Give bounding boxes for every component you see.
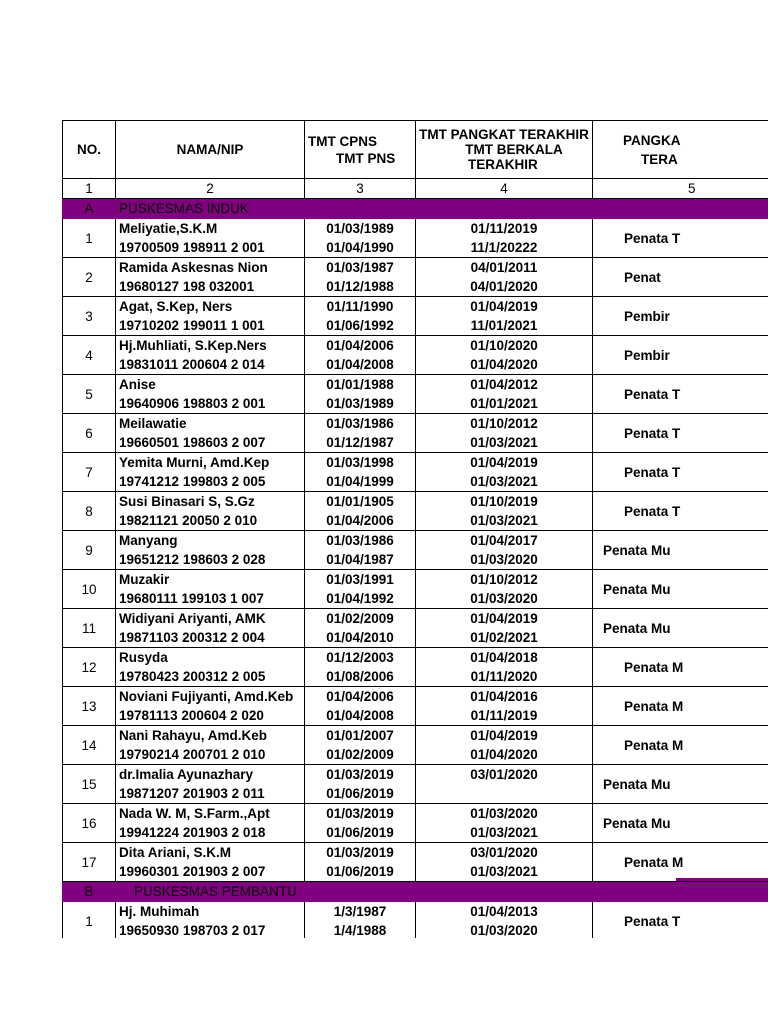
tmt-pangkat-berkala-cell xyxy=(416,843,593,882)
header-nama-nip: NAMA/NIP xyxy=(116,121,305,179)
tmt-pangkat-date: 01/04/2018 xyxy=(470,650,538,665)
employee-name: Noviani Fujiyanti, Amd.Keb xyxy=(119,689,294,704)
table-row xyxy=(63,297,768,336)
tmt-pangkat-berkala-cell xyxy=(416,219,593,258)
tmt-cpns-pns-cell xyxy=(305,258,416,297)
tmt-berkala-date: 01/11/2019 xyxy=(470,708,538,723)
tmt-berkala-date: 01/04/2020 xyxy=(470,357,538,372)
tmt-pangkat-date: 03/01/2020 xyxy=(470,767,538,782)
row-number: 3 xyxy=(63,297,116,336)
tmt-pns-date: 01/04/1992 xyxy=(326,591,394,606)
pangkat-cell: Penata Mu xyxy=(593,531,768,570)
tmt-cpns-pns-cell xyxy=(305,219,416,258)
tmt-pangkat-date: 01/11/2019 xyxy=(470,221,538,236)
table-row xyxy=(63,336,768,375)
tmt-pangkat-berkala-cell xyxy=(416,297,593,336)
pangkat-cell: Penata T xyxy=(593,492,768,531)
employee-name: Widiyani Ariyanti, AMK xyxy=(119,611,266,626)
pangkat-cell: Pembir xyxy=(593,297,768,336)
tmt-berkala-date: 01/03/2020 xyxy=(470,923,538,938)
tmt-pns-date: 01/08/2006 xyxy=(326,669,394,684)
pangkat-cell: Penata Mu xyxy=(593,609,768,648)
row-number: 10 xyxy=(63,570,116,609)
name-nip-cell xyxy=(116,687,305,726)
tmt-cpns-date: 01/03/1986 xyxy=(326,533,394,548)
employee-nip: 19700509 198911 2 001 xyxy=(119,240,265,255)
tmt-cpns-pns-cell xyxy=(305,336,416,375)
tmt-cpns-pns-cell xyxy=(305,570,416,609)
employee-nip: 19941224 201903 2 018 xyxy=(119,825,266,840)
employee-nip: 19780423 200312 2 005 xyxy=(119,669,266,684)
name-nip-cell xyxy=(116,414,305,453)
table-row xyxy=(63,219,768,258)
pangkat-cell: Penat xyxy=(593,258,768,297)
tmt-pns-date: 01/04/2010 xyxy=(326,630,394,645)
tmt-pns-date: 01/04/2006 xyxy=(326,513,394,528)
tmt-pangkat-date: 01/10/2019 xyxy=(470,494,538,509)
employee-nip: 19790214 200701 2 010 xyxy=(119,747,266,762)
employee-name: Muzakir xyxy=(119,572,170,587)
table-row xyxy=(63,902,768,939)
tmt-cpns-pns-cell xyxy=(305,902,416,939)
tmt-cpns-date: 01/01/1905 xyxy=(326,494,394,509)
tmt-berkala-date: 01/03/2021 xyxy=(470,864,538,879)
tmt-pns-date: 01/02/2009 xyxy=(326,747,394,762)
tmt-pns-date: 01/03/1989 xyxy=(326,396,394,411)
employee-nip: 19660501 198603 2 007 xyxy=(119,435,266,450)
pangkat-cell: Penata M xyxy=(593,687,768,726)
tmt-cpns-pns-cell xyxy=(305,375,416,414)
tmt-pns-date: 01/04/2008 xyxy=(326,708,394,723)
tmt-cpns-pns-cell xyxy=(305,492,416,531)
tmt-pangkat-berkala-cell xyxy=(416,453,593,492)
employee-name: Rusyda xyxy=(119,650,168,665)
table-row xyxy=(63,258,768,297)
row-number: 7 xyxy=(63,453,116,492)
tmt-pangkat-berkala-cell xyxy=(416,336,593,375)
section-empty-cell xyxy=(416,882,593,902)
employee-name: Agat, S.Kep, Ners xyxy=(119,299,233,314)
tmt-cpns-date: 1/3/1987 xyxy=(333,904,387,919)
tmt-cpns-pns-cell xyxy=(305,531,416,570)
name-nip-cell xyxy=(116,219,305,258)
row-number: 14 xyxy=(63,726,116,765)
employee-nip: 19871103 200312 2 004 xyxy=(119,630,265,645)
employee-name: Susi Binasari S, S.Gz xyxy=(119,494,255,509)
tmt-pangkat-date: 01/04/2017 xyxy=(470,533,538,548)
tmt-pns-date: 1/4/1988 xyxy=(333,923,387,938)
employee-table xyxy=(62,120,768,938)
column-number: 3 xyxy=(305,179,416,199)
table-row xyxy=(63,843,768,882)
tmt-pangkat-date: 03/01/2020 xyxy=(470,845,538,860)
employee-name: Hj.Muhliati, S.Kep.Ners xyxy=(119,338,267,353)
tmt-pangkat-berkala-cell xyxy=(416,492,593,531)
table-row xyxy=(63,570,768,609)
employee-nip: 19651212 198603 2 028 xyxy=(119,552,266,567)
name-nip-cell xyxy=(116,531,305,570)
column-number-row xyxy=(63,179,768,199)
column-number: 1 xyxy=(63,179,116,199)
pangkat-cell: Penata T xyxy=(593,375,768,414)
tmt-pangkat-berkala-cell xyxy=(416,375,593,414)
tmt-cpns-pns-cell xyxy=(305,687,416,726)
tmt-pangkat-date: 01/04/2019 xyxy=(470,728,538,743)
employee-name: Ramida Askesnas Nion xyxy=(119,260,268,275)
tmt-cpns-date: 01/03/1989 xyxy=(326,221,394,236)
tmt-pns-date: 01/04/1990 xyxy=(326,240,394,255)
tmt-cpns-date: 01/04/2006 xyxy=(326,689,394,704)
header-tmt-pangkat-berkala xyxy=(416,121,593,179)
pangkat-cell: Penata T xyxy=(593,414,768,453)
name-nip-cell xyxy=(116,902,305,939)
table-row xyxy=(63,375,768,414)
name-nip-cell xyxy=(116,843,305,882)
employee-name: Manyang xyxy=(119,533,178,548)
tmt-pangkat-berkala-cell xyxy=(416,531,593,570)
employee-nip: 19680127 198 032001 xyxy=(119,279,255,294)
table-row xyxy=(63,414,768,453)
pangkat-cell: Penata T xyxy=(593,902,768,939)
tmt-cpns-date: 01/12/2003 xyxy=(326,650,394,665)
tmt-pangkat-berkala-cell xyxy=(416,804,593,843)
tmt-cpns-date: 01/03/2019 xyxy=(326,806,394,821)
row-number: 1 xyxy=(63,902,116,939)
header-pangkat-line2: TERA xyxy=(641,151,678,167)
tmt-pns-date: 01/12/1988 xyxy=(326,279,394,294)
row-number: 9 xyxy=(63,531,116,570)
tmt-cpns-date: 01/01/1988 xyxy=(326,377,394,392)
name-nip-cell xyxy=(116,453,305,492)
tmt-cpns-pns-cell xyxy=(305,843,416,882)
tmt-pangkat-berkala-cell xyxy=(416,902,593,939)
tmt-cpns-pns-cell xyxy=(305,804,416,843)
row-number: 11 xyxy=(63,609,116,648)
tmt-pns-date: 01/06/2019 xyxy=(326,825,394,840)
table-row xyxy=(63,492,768,531)
name-nip-cell xyxy=(116,726,305,765)
table-row xyxy=(63,687,768,726)
tmt-berkala-date: 01/03/2020 xyxy=(470,591,538,606)
column-number: 2 xyxy=(116,179,305,199)
employee-name: dr.Imalia Ayunazhary xyxy=(119,767,254,782)
tmt-cpns-pns-cell xyxy=(305,648,416,687)
pangkat-cell: Pembir xyxy=(593,336,768,375)
name-nip-cell xyxy=(116,492,305,531)
section-title: PUSKESMAS INDUK xyxy=(116,199,305,219)
name-nip-cell xyxy=(116,297,305,336)
column-number: 4 xyxy=(416,179,593,199)
tmt-pangkat-date: 01/04/2019 xyxy=(470,299,538,314)
tmt-berkala-date: 01/01/2021 xyxy=(470,396,538,411)
tmt-cpns-date: 01/02/2009 xyxy=(326,611,394,626)
header-tmt-pangkat: TMT PANGKAT TERAKHIR xyxy=(419,127,589,142)
tmt-pns-date: 01/06/2019 xyxy=(326,864,394,879)
column-number: 5 xyxy=(593,179,768,199)
employee-name: Nani Rahayu, Amd.Keb xyxy=(119,728,268,743)
name-nip-cell xyxy=(116,648,305,687)
row-number: 17 xyxy=(63,843,116,882)
employee-nip: 19741212 199803 2 005 xyxy=(119,474,266,489)
tmt-cpns-date: 01/01/2007 xyxy=(326,728,394,743)
tmt-pangkat-berkala-cell xyxy=(416,726,593,765)
tmt-pangkat-berkala-cell xyxy=(416,609,593,648)
tmt-pangkat-date: 01/04/2019 xyxy=(470,455,538,470)
row-number: 8 xyxy=(63,492,116,531)
name-nip-cell xyxy=(116,609,305,648)
row-number: 4 xyxy=(63,336,116,375)
pangkat-cell: Penata Mu xyxy=(593,570,768,609)
tmt-pangkat-berkala-cell xyxy=(416,258,593,297)
header-tmt-berkala: TMT BERKALA xyxy=(465,142,563,157)
table-row xyxy=(63,609,768,648)
tmt-pangkat-date: 01/04/2013 xyxy=(470,904,538,919)
tmt-cpns-date: 01/03/1991 xyxy=(326,572,394,587)
tmt-berkala-date: 04/01/2020 xyxy=(470,279,538,294)
employee-name: Anise xyxy=(119,377,156,392)
name-nip-cell xyxy=(116,336,305,375)
tmt-pns-date: 01/04/2008 xyxy=(326,357,394,372)
employee-nip: 19871207 201903 2 011 xyxy=(119,786,265,801)
name-nip-cell xyxy=(116,765,305,804)
tmt-pangkat-date: 01/04/2016 xyxy=(470,689,538,704)
tmt-berkala-date: 01/03/2020 xyxy=(470,552,538,567)
section-empty-cell xyxy=(416,199,593,219)
pangkat-cell: Penata M xyxy=(593,648,768,687)
table-row xyxy=(63,453,768,492)
tmt-berkala-date: 01/02/2021 xyxy=(470,630,538,645)
tmt-cpns-pns-cell xyxy=(305,726,416,765)
tmt-pangkat-date: 04/01/2011 xyxy=(470,260,538,275)
table-row xyxy=(63,765,768,804)
section-empty-cell xyxy=(305,882,416,902)
tmt-berkala-date: 01/03/2021 xyxy=(470,513,538,528)
section-row xyxy=(63,882,768,902)
tmt-pangkat-date: 01/10/2012 xyxy=(470,572,538,587)
tmt-berkala-date: 01/03/2021 xyxy=(470,825,538,840)
employee-nip: 19831011 200604 2 014 xyxy=(119,357,265,372)
employee-name: Dita Ariani, S.K.M xyxy=(119,845,232,860)
table-row xyxy=(63,726,768,765)
header-tmt-cpns-pns xyxy=(305,121,416,179)
section-letter: B xyxy=(63,882,116,902)
employee-name: Hj. Muhimah xyxy=(119,904,200,919)
employee-nip: 19680111 199103 1 007 xyxy=(119,591,264,606)
section-empty-cell xyxy=(593,882,768,902)
pangkat-cell: Penata T xyxy=(593,453,768,492)
tmt-pns-date: 01/06/1992 xyxy=(326,318,394,333)
tmt-cpns-date: 01/11/1990 xyxy=(326,299,394,314)
pangkat-cell: Penata T xyxy=(593,219,768,258)
header-terakhir: TERAKHIR xyxy=(468,157,538,172)
employee-name: Meliyatie,S.K.M xyxy=(119,221,218,236)
header-tmt-cpns: TMT CPNS xyxy=(308,133,377,149)
table-row xyxy=(63,648,768,687)
name-nip-cell xyxy=(116,375,305,414)
header-pangkat-line1: PANGKA xyxy=(623,132,681,148)
tmt-cpns-date: 01/03/2019 xyxy=(326,845,394,860)
tmt-pangkat-date: 01/04/2019 xyxy=(470,611,538,626)
pangkat-cell: Penata Mu xyxy=(593,765,768,804)
tmt-cpns-date: 01/03/1998 xyxy=(326,455,394,470)
header-tmt-pns: TMT PNS xyxy=(336,150,396,166)
spreadsheet-area xyxy=(62,120,768,938)
tmt-pns-date: 01/06/2019 xyxy=(326,786,394,801)
tmt-pangkat-date: 01/03/2020 xyxy=(470,806,538,821)
tmt-berkala-date: 01/11/2020 xyxy=(470,669,538,684)
tmt-cpns-date: 01/03/1986 xyxy=(326,416,394,431)
tmt-pangkat-date: 01/04/2012 xyxy=(470,377,538,392)
tmt-pangkat-berkala-cell xyxy=(416,648,593,687)
header-pangkat xyxy=(593,121,768,179)
tmt-cpns-date: 01/03/2019 xyxy=(326,767,394,782)
table-body xyxy=(63,199,768,939)
section-row xyxy=(63,199,768,219)
row-number: 13 xyxy=(63,687,116,726)
employee-name: Meilawatie xyxy=(119,416,187,431)
section-title: PUSKESMAS PEMBANTU xyxy=(116,882,305,902)
section-empty-cell xyxy=(593,199,768,219)
tmt-cpns-pns-cell xyxy=(305,453,416,492)
employee-nip: 19960301 201903 2 007 xyxy=(119,864,266,879)
employee-name: Yemita Murni, Amd.Kep xyxy=(119,455,270,470)
row-number: 5 xyxy=(63,375,116,414)
tmt-berkala-date: 01/04/2020 xyxy=(470,747,538,762)
name-nip-cell xyxy=(116,570,305,609)
table-row xyxy=(63,531,768,570)
tmt-cpns-date: 01/03/1987 xyxy=(326,260,394,275)
header-no: NO. xyxy=(63,121,116,179)
employee-nip: 19640906 198803 2 001 xyxy=(119,396,266,411)
section-empty-cell xyxy=(305,199,416,219)
pangkat-cell: Penata M xyxy=(593,726,768,765)
pangkat-cell: Penata M xyxy=(593,843,768,882)
tmt-berkala-date: 11/1/20222 xyxy=(470,240,538,255)
tmt-pns-date: 01/12/1987 xyxy=(326,435,394,450)
row-number: 12 xyxy=(63,648,116,687)
section-letter: A xyxy=(63,199,116,219)
row-number: 2 xyxy=(63,258,116,297)
tmt-cpns-pns-cell xyxy=(305,609,416,648)
employee-nip: 19821121 20050 2 010 xyxy=(119,513,258,528)
tmt-pangkat-date: 01/10/2020 xyxy=(470,338,538,353)
tmt-berkala-date: 01/03/2021 xyxy=(470,435,538,450)
tmt-pangkat-berkala-cell xyxy=(416,765,593,804)
tmt-pangkat-berkala-cell xyxy=(416,570,593,609)
table-row xyxy=(63,804,768,843)
pangkat-cell: Penata Mu xyxy=(593,804,768,843)
row-number: 1 xyxy=(63,219,116,258)
tmt-pns-date: 01/04/1999 xyxy=(326,474,394,489)
header-row xyxy=(63,121,768,179)
tmt-berkala-date: 01/03/2021 xyxy=(470,474,538,489)
row-number: 15 xyxy=(63,765,116,804)
tmt-pangkat-date: 01/10/2012 xyxy=(470,416,538,431)
employee-name: Nada W. M, S.Farm.,Apt xyxy=(119,806,270,821)
tmt-pns-date: 01/04/1987 xyxy=(326,552,394,567)
name-nip-cell xyxy=(116,258,305,297)
tmt-pangkat-berkala-cell xyxy=(416,687,593,726)
employee-nip: 19781113 200604 2 020 xyxy=(119,708,264,723)
tmt-pangkat-berkala-cell xyxy=(416,414,593,453)
tmt-cpns-pns-cell xyxy=(305,414,416,453)
tmt-cpns-pns-cell xyxy=(305,765,416,804)
tmt-cpns-pns-cell xyxy=(305,297,416,336)
row-number: 6 xyxy=(63,414,116,453)
name-nip-cell xyxy=(116,804,305,843)
employee-nip: 19710202 199011 1 001 xyxy=(119,318,265,333)
row-number: 16 xyxy=(63,804,116,843)
tmt-cpns-date: 01/04/2006 xyxy=(326,338,394,353)
tmt-berkala-date xyxy=(416,784,592,803)
tmt-berkala-date: 11/01/2021 xyxy=(470,318,538,333)
employee-nip: 19650930 198703 2 017 xyxy=(119,923,266,938)
